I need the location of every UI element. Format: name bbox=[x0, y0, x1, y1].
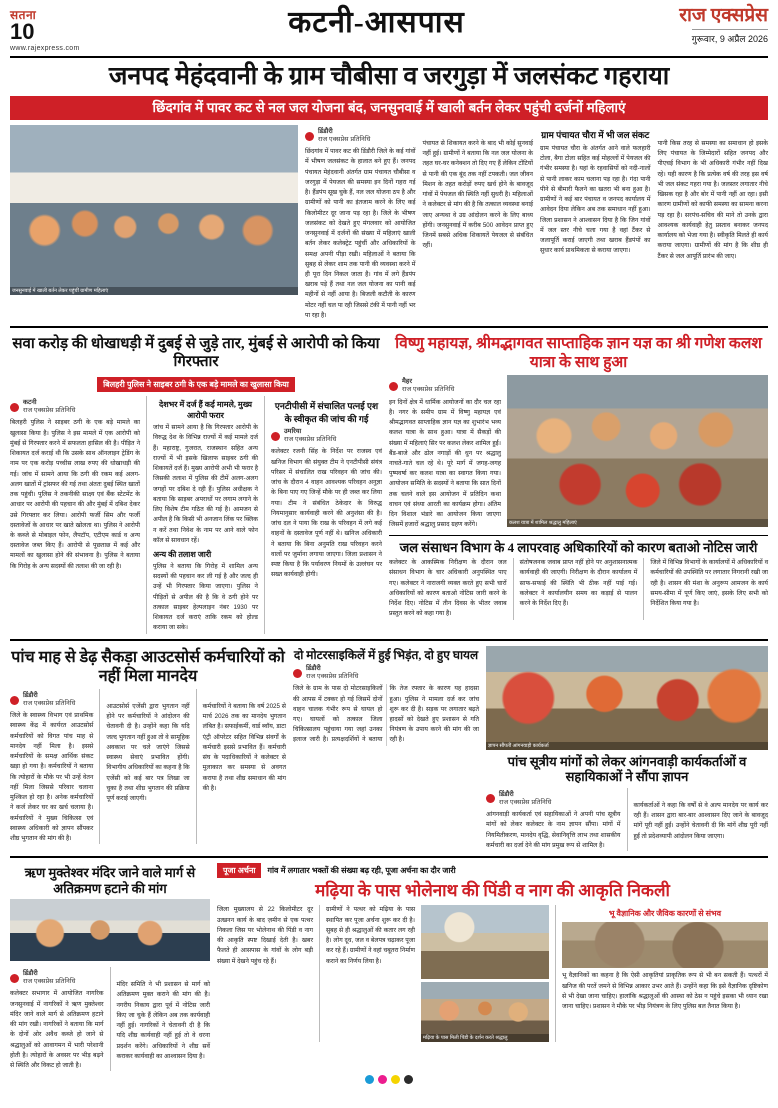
masthead-left bbox=[10, 6, 160, 52]
anganwadi-body-2: कार्यकर्ताओं ने कहा कि वर्षों से वे अल्प मानदेय पर कार्य कर रही हैं। शासन द्वारा बार-बार आश्वासन दिए जाने के बावजूद मांगें पूरी नहीं हुईं। उन्होंने चेतावनी दी कि मांगें शीघ्र पूरी नहीं हुईं तो प्रदेशव्यापी आंदोलन किया जाएगा। bbox=[633, 801, 768, 840]
byline-source: राज एक्सप्रेस प्रतिनिधि bbox=[23, 978, 76, 986]
lead-headline: जनपद मेहंदवानी के ग्राम चौबीसा व जरगुड़ा में जलसंकट गहराया bbox=[108, 63, 670, 90]
edition-city: सतना bbox=[10, 8, 37, 22]
byline-place: कटनी bbox=[23, 399, 37, 407]
byline-bullet-icon bbox=[486, 794, 495, 803]
page-number: 10 bbox=[10, 19, 35, 44]
byline-source: राज एक्सप्रेस प्रतिनिधि bbox=[284, 436, 337, 444]
masthead-center bbox=[160, 6, 593, 39]
fraud-col-2 bbox=[146, 396, 258, 633]
fraud-story bbox=[10, 333, 382, 633]
bholenath-tag: पूजा अर्चना bbox=[217, 863, 261, 878]
ntpc-headline: एनटीपीसी में संचालित पत्नई एश के स्वीकृत की जांच की गई bbox=[274, 401, 379, 425]
anganwadi-headline: पांच सूत्रीय मांगों को लेकर आंगनवाड़ी कार्यकर्ताओं व सहायिकाओं ने सौंपा ज्ञापन bbox=[507, 753, 747, 785]
fraud-subhead-tag: बिलहरी पुलिस ने साइबर ठगी के एक बड़े मामले का खुलासा किया bbox=[97, 377, 295, 392]
outsource-col-1 bbox=[10, 689, 93, 844]
lead-col-2 bbox=[423, 125, 534, 321]
lead-body-1: छिंदगांव में पावर कट की डिंडौरी जिले के कई गांवों में भीषण जलसंकट के हालात बने हुए हैं। जनपद पंचायत मेहंदवानी अंतर्गत ग्राम पंचायत चौबीसा व जरगुड़ा में पेयजल की समस्या इन दिनों गहरा गई है। हैंडपंप सूख चुके हैं, नल जल योजना ठप है और ग्रामीणों को पानी का इंतजाम करने के लिए कई किलोमीटर दूर जाना पड़ रहा है। जिले के भीषण जलसंकट को देखते हुए मंगलवार को आयोजित जनसुनवाई में दर्जनों की संख्या में महिलाएं खाली बर्तन लेकर कलेक्ट्रेट पहुंचीं और अधिकारियों के समक्ष अपनी पीड़ा रखी। महिलाओं ने बताया कि सुबह से लेकर शाम तक पानी की व्यवस्था करने में ही पूरा दिन निकल जाता है। गांव में लगे हैंडपंप खराब पड़े हैं तथा नल जल योजना का पानी कई महीनों से नहीं आया है। बिजली कटौती के कारण मोटर नहीं चल पा रही जिससे टंकी में पानी नहीं भर पा रहा है। bbox=[305, 148, 416, 319]
fraud-byline bbox=[10, 399, 140, 415]
bholenath-side-headline: भू वैज्ञानिक और जैविक कारणों से संभव bbox=[608, 909, 722, 919]
ntpc-body: कलेक्टर रजनी सिंह के निर्देश पर राजस्व एवं खनिज विभाग की संयुक्त टीम ने एनटीपीसी संयंत्र परिसर में संचालित राख परिवहन की जांच की। जांच के दौरान 4 वाहन आवश्यक परिवहन अनुज्ञा के बिना पाए गए जिन्हें मौके पर ही जब्त कर लिया गया। टीम ने संबंधित ठेकेदार के विरुद्ध नियमानुसार कार्यवाही करने की अनुशंसा की है। जांच दल ने पाया कि राख के परिवहन में लगे कई वाहनों के दस्तावेज पूर्ण नहीं थे। खनिज अधिकारी ने बताया कि बिना अनुमति राख परिवहन करने वालों पर जुर्माना लगाया जाएगा। जिला प्रशासन ने स्पष्ट किया है कि पर्यावरण नियमों के उल्लंघन पर सख्त कार्यवाही होगी। bbox=[271, 448, 382, 579]
ntpc-story bbox=[264, 396, 382, 633]
color-dot-cyan bbox=[365, 1075, 374, 1084]
anganwadi-col-1 bbox=[486, 788, 621, 851]
byline-source: राज एक्सप्रेस प्रतिनिधि bbox=[306, 673, 359, 681]
brand-logo: राज एक्सप्रेस bbox=[679, 5, 768, 26]
masthead bbox=[10, 6, 768, 58]
bholenath-photo-devotees bbox=[421, 982, 549, 1042]
yagya-byline bbox=[389, 378, 501, 394]
bholenath-photo-stones bbox=[562, 922, 768, 968]
fraud-subheading-2: अन्य की तलाश जारी bbox=[153, 549, 212, 559]
temple-col-1 bbox=[10, 967, 104, 1071]
bike-body: जिले के ग्राम के पास दो मोटरसाइकिलों की आपस में टक्कर हो गई जिसमें दोनों वाहन चालक गंभीर रूप से घायल हो गए। घायलों को तत्काल जिला चिकित्सालय पहुंचाया गया जहां उनका इलाज जारी है। प्रत्यक्षदर्शियों ने बताया कि तेज रफ्तार के कारण यह हादसा हुआ। पुलिस ने मामला दर्ज कर जांच शुरू कर दी है। सड़क पर लगातार बढ़ते हादसों को देखते हुए प्रशासन से गति नियंत्रण के उपाय करने की मांग की जा रही है। bbox=[293, 685, 479, 744]
lead-col-3 bbox=[540, 125, 651, 321]
yagya-photo-caption: कलश यात्रा में शामिल श्रद्धालु महिलाएं bbox=[507, 519, 768, 527]
bholenath-photo-temple bbox=[421, 905, 549, 979]
bholenath-col-1 bbox=[217, 905, 313, 1042]
byline-source: राज एक्सप्रेस प्रतिनिधि bbox=[499, 798, 552, 806]
bholenath-kicker: गांव में लगातार भक्तों की संख्या बढ़ रही, पूजा अर्चना का दौर जारी bbox=[267, 866, 456, 875]
byline-place: डिंडौरी bbox=[23, 692, 38, 699]
lead-photo-caption: जनसुनवाई में खाली बर्तन लेकर पहुंचीं ग्रामीण महिलाएं bbox=[10, 287, 298, 295]
footer-color-bars bbox=[10, 1075, 768, 1084]
bholenath-story bbox=[217, 863, 768, 1071]
masthead-right bbox=[593, 6, 768, 47]
byline-bullet-icon bbox=[10, 974, 19, 983]
lead-photo-wrap bbox=[10, 125, 298, 321]
anganwadi-byline bbox=[486, 791, 621, 807]
yagya-photo bbox=[507, 375, 768, 527]
website-url[interactable]: www.rajexpress.com bbox=[10, 45, 80, 52]
byline-bullet-icon bbox=[305, 132, 314, 141]
temple-body-2: मंदिर समिति ने भी प्रशासन से मार्ग को अतिक्रमण मुक्त कराने की मांग की है। नगरीय निकाय द्वारा पूर्व में नोटिस जारी किए जा चुके हैं लेकिन अब तक कार्यवाही नहीं हुई। नागरिकों ने चेतावनी दी है कि यदि शीघ्र कार्यवाही नहीं हुई तो वे धरना प्रदर्शन करेंगे। अधिकारियों ने शीघ्र सर्वे कराकर कार्यवाही का आश्वासन दिया है। bbox=[116, 981, 210, 1060]
byline-place: उमरिया bbox=[284, 428, 302, 436]
yagya-photo-wrap bbox=[507, 375, 768, 530]
anganwadi-story bbox=[486, 646, 768, 851]
notice-body-3: जिले में विभिन्न विभागों के कार्यालयों में अधिकारियों व कर्मचारियों की उपस्थिति पर लगातार निगरानी रखी जा रही है। शासन की मंशा के अनुरूप आमजन के कार्य समय-सीमा में पूर्ण किए जाएं, इसके लिए सभी को निर्देशित किया गया है। bbox=[643, 558, 768, 619]
byline-source: राज एक्सप्रेस प्रतिनिधि bbox=[23, 700, 76, 708]
bholenath-photo-caption: मढ़िया के पास मिली पिंडी के दर्शन करते श्रद्धालु bbox=[421, 1034, 549, 1042]
bholenath-side bbox=[555, 905, 768, 1042]
byline-bullet-icon bbox=[293, 669, 302, 678]
lead-photo bbox=[10, 125, 298, 295]
anganwadi-body-1: आंगनवाड़ी कार्यकर्ता एवं सहायिकाओं ने अपनी पांच सूत्रीय मांगों को लेकर कलेक्टर के नाम ज्ञापन सौंपा। मांगों में नियमितीकरण, मानदेय वृद्धि, सेवानिवृत्ति लाभ तथा शासकीय कर्मचारी का दर्जा देने की मांग प्रमुख रूप से शामिल है। bbox=[486, 811, 621, 849]
temple-photo bbox=[10, 899, 210, 961]
outsource-headline: पांच माह से डेढ़ सैकड़ा आउटसोर्स कर्मचारियों को नहीं मिला मानदेय bbox=[11, 648, 285, 685]
byline-bullet-icon bbox=[10, 403, 19, 412]
outsource-body-2: आउटसोर्स एजेंसी द्वारा भुगतान नहीं होने पर कर्मचारियों ने आंदोलन की चेतावनी दी है। उन्होंने कहा कि यदि जल्द भुगतान नहीं हुआ तो वे सामूहिक अवकाश पर चले जाएंगे जिससे स्वास्थ्य सेवाएं प्रभावित होंगी। विभागीय अधिकारियों का कहना है कि एजेंसी को कई बार पत्र लिखा जा चुका है तथा शीघ्र भुगतान की प्रक्रिया पूर्ण कराई जाएगी। bbox=[106, 703, 190, 803]
outsource-byline bbox=[10, 692, 93, 708]
byline-source: राज एक्सप्रेस प्रतिनिधि bbox=[23, 407, 76, 415]
byline-source: राज एक्सप्रेस प्रतिनिधि bbox=[318, 136, 371, 144]
lead-col-1 bbox=[305, 125, 416, 321]
byline-source: राज एक्सप्रेस प्रतिनिधि bbox=[402, 386, 455, 394]
bike-headline: दो मोटरसाइकिलें में हुई भिड़ंत, दो हुए घायल bbox=[293, 647, 479, 662]
bike-byline bbox=[293, 665, 479, 681]
temple-body-1: कलेक्टर सभागार में आयोजित नागरिक जनसुनवाई में नागरिकों ने ऋण मुक्तेश्वर मंदिर जाने वाले मार्ग से अतिक्रमण हटाने की मांग रखी। नागरिकों ने बताया कि मार्ग के दोनों ओर अवैध कब्जे हो जाने से श्रद्धालुओं को आवागमन में भारी परेशानी होती है। त्योहारों के अवसर पर भीड़ बढ़ने से स्थिति और विकट हो जाती है। bbox=[10, 990, 104, 1070]
outsource-story bbox=[10, 646, 286, 851]
divider-3 bbox=[10, 856, 768, 858]
divider-yagya bbox=[389, 535, 768, 536]
anganwadi-col-2 bbox=[627, 788, 769, 851]
yagya-body: इन दिनों क्षेत्र में धार्मिक आयोजनों का दौर चल रहा है। नगर के समीप ग्राम में विष्णु महायज्ञ एवं श्रीमद्भागवत साप्ताहिक ज्ञान यज्ञ का शुभारंभ भव्य कलश यात्रा के साथ हुआ। यात्रा में सैकड़ों की संख्या में महिलाएं सिर पर कलश लेकर शामिल हुईं। बैंड-बाजे और ढोल नगाड़ों की धुन पर श्रद्धालु नाचते-गाते चल रहे थे। पूरे मार्ग में जगह-जगह पुष्पवर्षा कर कलश यात्रा का स्वागत किया गया। आयोजन समिति के सदस्यों ने बताया कि सात दिनों तक चलने वाले इस आयोजन में प्रतिदिन कथा वाचन एवं संध्या आरती का कार्यक्रम होगा। अंतिम दिन विशाल भंडारे का आयोजन किया जाएगा जिसमें हजारों श्रद्धालु प्रसाद ग्रहण करेंगे। bbox=[389, 398, 501, 529]
outsource-body-3: कर्मचारियों ने बताया कि वर्ष 2025 से मार्च 2026 तक का मानदेय भुगतान लंबित है। सफाईकर्मी, वार्ड ब्वॉय, डाटा एंट्री ऑपरेटर सहित विभिन्न संवर्गों के कर्मचारी इससे प्रभावित हैं। कर्मचारी संघ के पदाधिकारियों ने कलेक्टर से मुलाकात कर समस्या से अवगत कराया है तथा शीघ्र समाधान की मांग की है। bbox=[202, 703, 286, 792]
fraud-body-1: बिलहरी पुलिस ने साइबर ठगी के एक बड़े मामले का खुलासा किया है। पुलिस ने इस मामले में एक आरोपी को मुंबई से गिरफ्तार करने में सफलता हासिल की है। पीड़ित ने शिकायत दर्ज कराई थी कि उसके साथ ऑनलाइन ट्रेडिंग के नाम पर एक करोड़ पच्चीस लाख रुपए की धोखाधड़ी की गई। जांच में सामने आया कि ठगी की रकम कई अलग-अलग खातों में ट्रांसफर की गई तथा अंततः दुबई स्थित खातों तक पहुंची। पुलिस ने तकनीकी साक्ष्य एवं बैंक स्टेटमेंट के आधार पर आरोपी की पहचान की और मुंबई में दबिश देकर उसे गिरफ्तार कर लिया। आरोपी फर्जी सिम और फर्जी दस्तावेजों के आधार पर खाते खोलता था। पुलिस ने आरोपी के कब्जे से मोबाइल फोन, लैपटॉप, एटीएम कार्ड व अन्य दस्तावेज जब्त किए हैं। आरोपी से पूछताछ में कई और मामलों का खुलासा होने की संभावना है। पुलिस ने बताया कि गिरोह के अन्य सदस्यों की तलाश की जा रही है। bbox=[10, 419, 140, 570]
lead-body-2: पंचायत से शिकायत करने के बाद भी कोई सुनवाई नहीं हुई। ग्रामीणों ने बताया कि नल जल योजना के तहत घर-घर कनेक्शन तो दिए गए हैं लेकिन टोंटियों से पानी की एक बूंद तक नहीं टपकती। जल जीवन मिशन के तहत करोड़ों रुपए खर्च होने के बावजूद गांवों में पेयजल की स्थिति नहीं सुधरी है। महिलाओं ने कलेक्टर से मांग की है कि तत्काल व्यवस्था बनाई जाए अन्यथा वे उग्र आंदोलन करने के लिए बाध्य होंगी। जनसुनवाई में करीब 500 आवेदन प्राप्त हुए जिनमें सबसे अधिक शिकायतें पेयजल से संबंधित रहीं। bbox=[422, 139, 533, 250]
divider-2 bbox=[10, 639, 768, 641]
color-dot-yellow bbox=[391, 1075, 400, 1084]
fraud-headline: सवा करोड़ की धोखाधड़ी में दुबई से जुड़े तार, मुंबई से आरोपी को किया गिरफ्तार bbox=[12, 336, 380, 371]
anganwadi-photo bbox=[486, 646, 768, 750]
byline-place: मैहर bbox=[402, 378, 412, 386]
byline-place: डिंडौरी bbox=[318, 127, 333, 135]
byline-bullet-icon bbox=[389, 382, 398, 391]
outsource-col-3 bbox=[196, 689, 286, 844]
anganwadi-photo-caption: ज्ञापन सौंपतीं आंगनवाड़ी कार्यकर्ता bbox=[486, 742, 768, 750]
lead-col-4 bbox=[658, 125, 769, 321]
outsource-col-2 bbox=[99, 689, 189, 844]
fraud-body-3: पुलिस ने बताया कि गिरोह में शामिल अन्य सदस्यों की पहचान कर ली गई है और जल्द ही उन्हें भी गिरफ्तार किया जाएगा। पुलिस ने पीड़ितों से अपील की है कि वे ठगी होने पर तत्काल साइबर हेल्पलाइन नंबर 1930 पर शिकायत दर्ज कराएं ताकि रकम को होल्ड कराया जा सके। bbox=[153, 562, 258, 632]
lead-byline bbox=[305, 128, 416, 144]
temple-story bbox=[10, 863, 210, 1071]
notice-body-1: कलेक्टर के आकस्मिक निरीक्षण के दौरान जल संसाधन विभाग के चार अधिकारी अनुपस्थित पाए गए। कलेक्टर ने नाराजगी व्यक्त करते हुए सभी चारों अधिकारियों को कारण बताओ नोटिस जारी करने के निर्देश दिए। नोटिस में तीन दिवस के भीतर जवाब प्रस्तुत करने को कहा गया है। bbox=[389, 559, 507, 618]
lead-story bbox=[10, 63, 768, 321]
lead-sub-headline: ग्राम पंचायत चौरा में भी जल संकट bbox=[541, 129, 650, 140]
ntpc-byline bbox=[271, 428, 382, 444]
color-dot-black bbox=[404, 1075, 413, 1084]
fraud-subheading-1: देशभर में दर्ज हैं कई मामले, मुख्य आरोपी फरार bbox=[158, 400, 253, 421]
yagya-headline: विष्णु महायज्ञ, श्रीमद्भागवत साप्ताहिक ज्ञान यज्ञ का श्री गणेश कलश यात्रा के साथ हुआ bbox=[395, 335, 762, 371]
publication-date: गुरूवार, 9 अप्रैल 2026 bbox=[692, 29, 768, 45]
lead-subhead: छिंदगांव में पावर कट से नल जल योजना बंद, जनसुनवाई में खाली बर्तन लेकर पहुंची दर्जनों महिलाएं bbox=[10, 96, 768, 120]
bike-story bbox=[293, 646, 479, 851]
bholenath-col-2 bbox=[319, 905, 415, 1042]
bholenath-photo-wrap bbox=[421, 905, 549, 1042]
section-title: कटनी-आसपास bbox=[288, 6, 465, 39]
yagya-col-1 bbox=[389, 375, 501, 530]
byline-place: डिंडौरी bbox=[499, 790, 514, 798]
temple-byline bbox=[10, 970, 104, 986]
notice-headline: जल संसाधन विभाग के 4 लापरवाह अधिकारियों को कारण बताओ नोटिस जारी bbox=[399, 539, 758, 555]
bholenath-side-body: भू वैज्ञानिकों का कहना है कि ऐसी आकृतियां प्राकृतिक रूप से भी बन सकती हैं। पत्थरों में खनिज की परतें जमने से विभिन्न आकार उभर आते हैं। उन्होंने कहा कि इसे वैज्ञानिक दृष्टिकोण से भी देखा जाना चाहिए। हालांकि श्रद्धालुओं की आस्था को ठेस न पहुंचे इसका भी ध्यान रखा जाना चाहिए। प्रशासन ने मौके पर भीड़ नियंत्रण के लिए पुलिस बल तैनात किया है। bbox=[562, 972, 768, 1011]
byline-place: डिंडौरी bbox=[306, 665, 321, 673]
bholenath-body-2: ग्रामीणों ने पत्थर को मढ़िया के पास स्थापित कर पूजा अर्चना शुरू कर दी है। सुबह से ही श्रद्धालुओं की कतार लग रही है। लोग दूध, जल व बेलपत्र चढ़ाकर पूजा कर रहे हैं। ग्रामीणों ने वहां चबूतरा निर्माण कराने का निर्णय लिया है। bbox=[326, 906, 415, 965]
bholenath-body-1: जिला मुख्यालय से 22 किलोमीटर दूर उत्खनन कार्य के बाद ज़मीन से एक पत्थर निकला जिस पर भोलेनाथ की पिंडी व नाग की आकृति स्पष्ट दिखाई देती है। खबर फैलते ही आसपास के गांवों के लोग बड़ी संख्या में देखने पहुंच रहे हैं। bbox=[217, 906, 313, 965]
bholenath-headline: मढ़िया के पास भोलेनाथ की पिंडी व नाग की आकृति निकली bbox=[315, 881, 670, 900]
byline-bullet-icon bbox=[10, 696, 19, 705]
fraud-body-2: जांच में सामने आया है कि गिरफ्तार आरोपी के विरुद्ध देश के विभिन्न राज्यों में कई मामले दर्ज हैं। महाराष्ट्र, गुजरात, राजस्थान सहित अन्य राज्यों में भी इसके खिलाफ साइबर ठगी की शिकायतें दर्ज हैं। मुख्य आरोपी अभी भी फरार है जिसकी तलाश में पुलिस की टीमें अलग-अलग जगहों पर दबिश दे रही हैं। पुलिस अधीक्षक ने बताया कि साइबर अपराधों पर लगाम लगाने के लिए विशेष टीम गठित की गई है। आमजन से अपील है कि किसी भी अनजान लिंक पर क्लिक न करें तथा निवेश के नाम पर आने वाले फोन कॉल से सावधान रहें। bbox=[153, 424, 258, 544]
color-dot-magenta bbox=[378, 1075, 387, 1084]
temple-headline: ऋण मुक्तेश्वर मंदिर जाने वाले मार्ग से अतिक्रमण हटाने की मांग bbox=[24, 865, 196, 896]
byline-place: डिंडौरी bbox=[23, 970, 38, 978]
notice-body-2: संतोषजनक जवाब प्राप्त नहीं होने पर अनुशासनात्मक कार्यवाही की जाएगी। निरीक्षण के दौरान कार्यालय में साफ-सफाई की स्थिति भी ठीक नहीं पाई गई। कलेक्टर ने कार्यालयीन समय का कड़ाई से पालन करने के निर्देश दिए हैं। bbox=[513, 558, 638, 619]
yagya-story bbox=[389, 333, 768, 633]
lead-body-3: ग्राम पंचायत चौरा के अंतर्गत आने वाले फलहारी टोला, बैगा टोला सहित कई मोहल्लों में पेयजल की गंभीर समस्या है। यहां के रहवासियों को नदी-नालों से पानी लाकर काम चलाना पड़ रहा है। गंदा पानी पीने से बीमारी फैलने का खतरा भी बना हुआ है। ग्रामीणों ने कई बार पंचायत व जनपद कार्यालय में आवेदन दिया लेकिन अब तक समाधान नहीं हुआ। जिला प्रशासन ने आश्वासन दिया है कि जिन गांवों में जल स्तर नीचे चला गया है वहां टैंकर से जलापूर्ति कराई जाएगी तथा खराब हैंडपंपों का सुधार कार्य प्राथमिकता से कराया जाएगा। bbox=[540, 144, 651, 255]
outsource-body-1: जिले के स्वास्थ्य विभाग एवं प्राथमिक स्वास्थ्य केंद्र में कार्यरत आउटसोर्स कर्मचारियों को विगत पांच माह से मानदेय नहीं मिला है। इससे कर्मचारियों के समक्ष आर्थिक संकट खड़ा हो गया है। कर्मचारियों ने बताया कि त्योहारों के मौके पर भी उन्हें वेतन नहीं मिला जिससे परिवार चलाना मुश्किल हो रहा है। अनेक कर्मचारियों ने कर्ज लेकर घर का खर्च चलाया है। कर्मचारियों ने मुख्य चिकित्सा एवं स्वास्थ्य अधिकारी को ज्ञापन सौंपकर शीघ्र भुगतान की मांग की है। bbox=[10, 712, 94, 843]
temple-col-2 bbox=[110, 967, 211, 1071]
byline-bullet-icon bbox=[271, 432, 280, 441]
lead-body-4: पानी किस तरह से समस्या का समाधान हो इसके लिए पंचायत के जिम्मेदारों सहित जनपद और पीएचई विभाग के भी अधिकारी गंभीर नहीं दिख रहे। यही कारण है कि प्रत्येक वर्ष की तरह इस वर्ष भी जल संकट गहरा गया है। जलस्तर लगातार नीचे खिसक रहा है और बोर में पानी नहीं आ रहा। इसी कारण ग्रामीणों को काफी समस्या का सामना करना पड़ रहा है। सरपंच-सचिव की माने तो उनके द्वारा आवश्यक कार्यवाही हेतु प्रस्ताव बनाकर जनपद कार्यालय को भेजा गया है। स्वीकृति मिलते ही कार्य कराया जाएगा। ग्रामीणों की मांग है कि शीघ्र ही टैंकर से जल आपूर्ति प्रारंभ की जाए। bbox=[657, 139, 768, 260]
divider-1 bbox=[10, 326, 768, 328]
fraud-col-1 bbox=[10, 396, 140, 633]
